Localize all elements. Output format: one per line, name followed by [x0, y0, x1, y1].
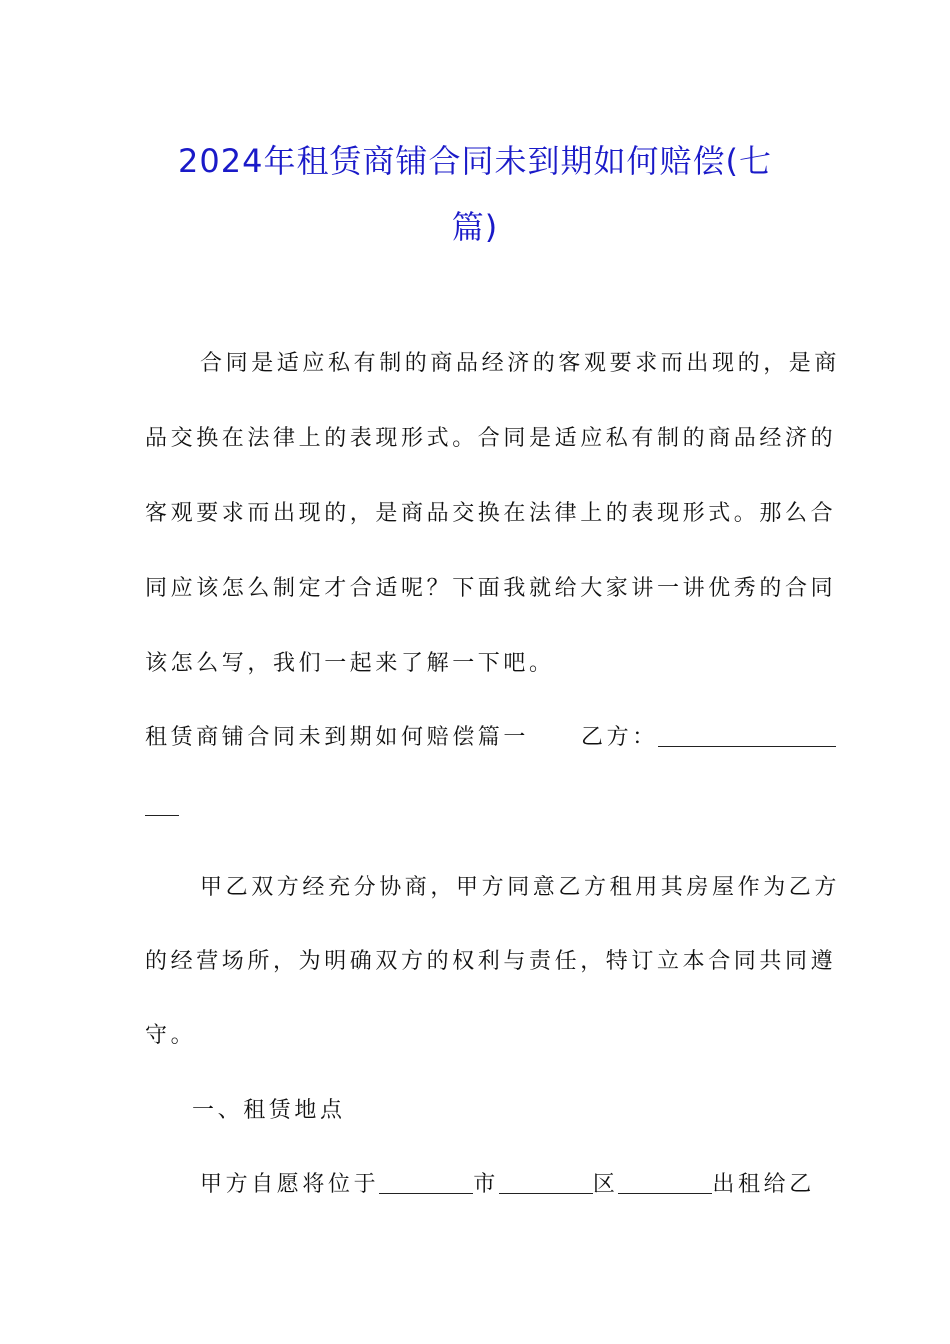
party-b-blank-continuation [145, 795, 179, 816]
intro-paragraph-line: 该怎么写，我们一起来了解一下吧。 [145, 651, 555, 676]
clause-one-prefix: 甲方自愿将位于 [200, 1172, 380, 1197]
intro-paragraph-line: 客观要求而出现的，是商品交换在法律上的表现形式。那么合 [145, 501, 837, 526]
district-blank [499, 1173, 593, 1194]
title-line-1: 2024年租赁商铺合同未到期如何赔偿(七 [178, 142, 772, 180]
clause-one-title: 一、租赁地点 [192, 1098, 346, 1123]
intro-paragraph-line: 合同是适应私有制的商品经济的客观要求而出现的，是商 [200, 351, 841, 376]
district-label: 区 [592, 1172, 619, 1197]
city-blank [379, 1173, 473, 1194]
clause-one-suffix: 出租给乙 [712, 1172, 815, 1197]
clause-one-text [200, 1167, 815, 1198]
document-title [130, 128, 820, 260]
body-paragraph-line: 的经营场所，为明确双方的权利与责任，特订立本合同共同遵 [145, 949, 837, 974]
party-b-blank-continuation-row [145, 794, 179, 819]
party-b-label: 乙方： [581, 725, 658, 750]
section-heading: 租赁商铺合同未到期如何赔偿篇一 [145, 725, 530, 750]
city-label: 市 [473, 1172, 499, 1197]
party-b-blank [658, 726, 836, 747]
body-paragraph-line: 甲乙双方经充分协商，甲方同意乙方租用其房屋作为乙方 [200, 875, 841, 900]
title-line-2: 篇) [451, 208, 499, 246]
section-heading-row [145, 720, 836, 751]
intro-paragraph-line: 品交换在法律上的表现形式。合同是适应私有制的商品经济的 [145, 426, 837, 451]
intro-paragraph-line: 同应该怎么制定才合适呢？下面我就给大家讲一讲优秀的合同 [145, 576, 837, 601]
location-blank [618, 1173, 712, 1194]
body-paragraph-line: 守。 [145, 1023, 197, 1048]
